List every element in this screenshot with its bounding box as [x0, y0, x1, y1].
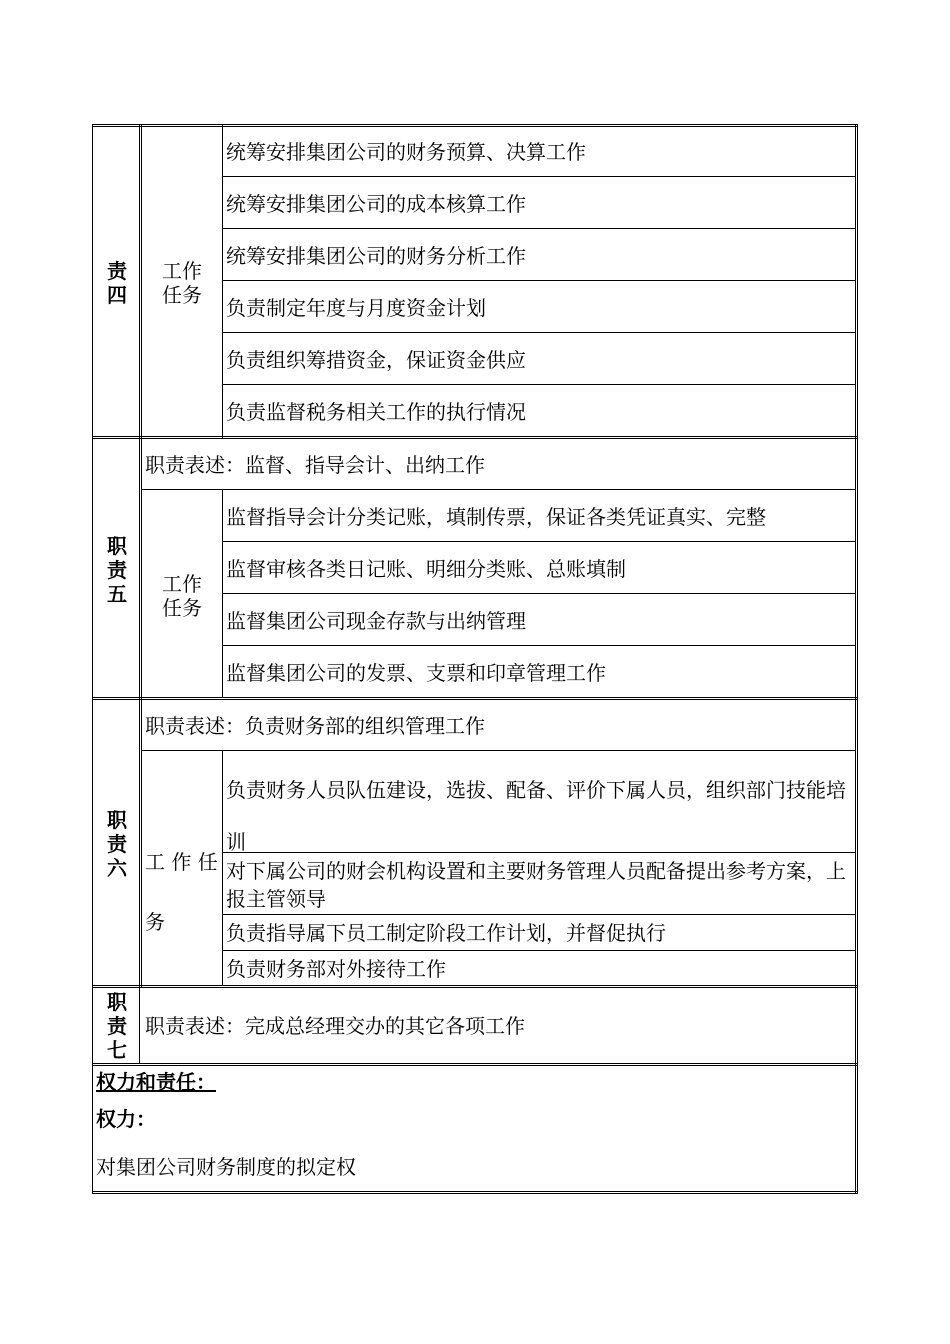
table-divider	[222, 645, 856, 646]
table-divider	[222, 490, 223, 698]
table-divider	[141, 750, 856, 751]
duty6-task-3: 负责指导属下员工制定阶段工作计划，并督促执行	[226, 921, 666, 945]
table-divider	[92, 1191, 858, 1192]
duty5-name: 职 责 五	[107, 534, 127, 606]
duty6-task-4: 负责财务部对外接待工作	[226, 957, 446, 981]
duty5-task-label: 工作 任务	[162, 572, 202, 620]
table-divider	[92, 985, 858, 986]
table-divider	[141, 489, 856, 490]
duty6-task-2: 对下属公司的财会机构设置和主要财务管理人员配备提出参考方案，上报主管领导	[226, 859, 846, 911]
duty4-task-5: 负责组织筹措资金，保证资金供应	[226, 348, 526, 372]
duty5-task-4: 监督集团公司的发票、支票和印章管理工作	[226, 661, 606, 685]
duty5-description: 职责表述：监督、指导会计、出纳工作	[145, 453, 485, 477]
table-divider	[222, 280, 856, 281]
table-divider	[92, 126, 858, 127]
table-divider	[222, 124, 223, 438]
power-item: 对集团公司财务制度的拟定权	[96, 1155, 356, 1179]
duty4-name: 责 四	[107, 259, 127, 307]
table-divider	[222, 593, 856, 594]
duty6-task-1: 负责财务人员队伍建设，选拔、配备、评价下属人员，组织部门技能培训	[226, 778, 846, 854]
table-divider	[141, 124, 142, 988]
table-divider	[92, 987, 858, 988]
duty7-name: 职 责 七	[107, 990, 127, 1062]
duty7-description: 职责表述：完成总经理交办的其它各项工作	[145, 1014, 525, 1038]
table-divider	[139, 988, 140, 1064]
table-divider	[222, 541, 856, 542]
table-divider	[222, 176, 856, 177]
table-divider	[92, 1063, 858, 1064]
table-divider	[139, 124, 140, 988]
duty4-task-4: 负责制定年度与月度资金计划	[226, 296, 486, 320]
duty5-task-1: 监督指导会计分类记账，填制传票，保证各类凭证真实、完整	[226, 505, 766, 529]
table-divider	[92, 1065, 858, 1066]
power-label: 权力：	[96, 1107, 156, 1131]
duty4-task-3: 统筹安排集团公司的财务分析工作	[226, 244, 526, 268]
duty4-task-6: 负责监督税务相关工作的执行情况	[226, 400, 526, 424]
table-divider	[222, 332, 856, 333]
table-divider	[92, 438, 858, 439]
table-divider	[92, 697, 858, 698]
table-divider	[222, 950, 856, 951]
duty5-task-2: 监督审核各类日记账、明细分类账、总账填制	[226, 557, 626, 581]
duty5-task-3: 监督集团公司现金存款与出纳管理	[226, 609, 526, 633]
authority-heading: 权力和责任：	[96, 1070, 216, 1094]
duty6-name: 职 责 六	[107, 808, 127, 880]
table-divider	[222, 914, 856, 915]
duty4-task-1: 统筹安排集团公司的财务预算、决算工作	[226, 140, 586, 164]
table-divider	[92, 436, 858, 437]
duty6-task-label: 工 作 任 务	[145, 850, 218, 934]
table-divider	[222, 384, 856, 385]
duty4-task-2: 统筹安排集团公司的成本核算工作	[226, 192, 526, 216]
table-divider	[92, 699, 858, 700]
table-divider	[222, 228, 856, 229]
table-divider	[855, 124, 856, 1194]
duty4-task-label: 工作 任务	[162, 259, 202, 307]
duty6-description: 职责表述：负责财务部的组织管理工作	[145, 714, 485, 738]
